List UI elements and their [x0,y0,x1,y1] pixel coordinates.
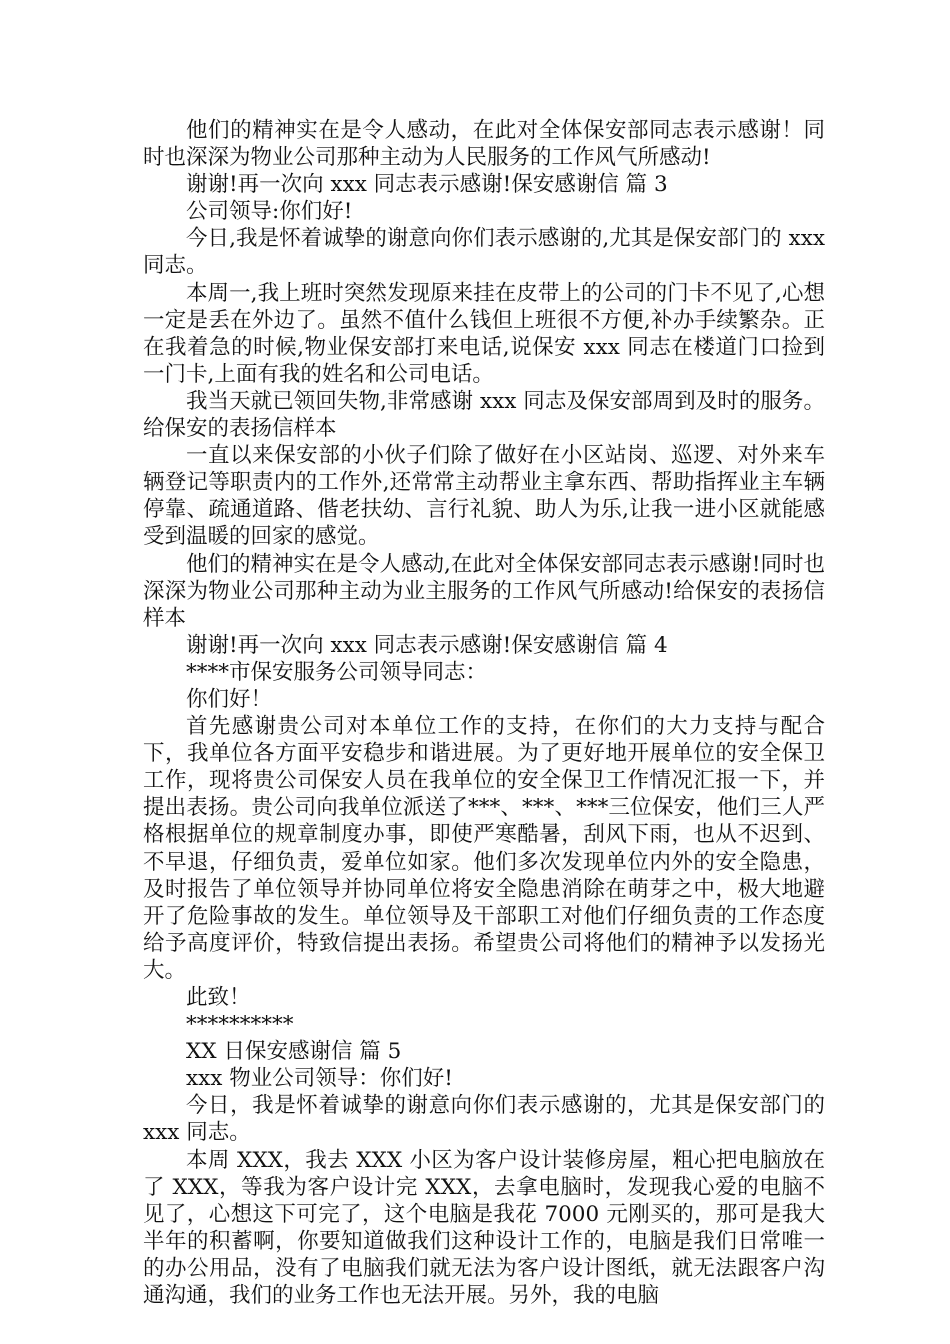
paragraph-15: XX 日保安感谢信 篇 5 [186,1039,402,1065]
paragraph-5: 本周一,我上班时突然发现原来挂在皮带上的公司的门卡不见了,心想一定是丢在外边了。虽然不值什么钱但上班很不方便,补办手续繁杂。正在我着急的时候,物业保安部打来电话,说保安 xxx 同志在楼道门口捡到一门卡,上面有我的姓名和公司电话。 [143,280,825,387]
paragraph-12: 首先感谢贵公司对本单位工作的支持，在你们的大力支持与配合下，我单位各方面平安稳步和谐进展。为了更好地开展单位的安全保卫工作，现将贵公司保安人员在我单位的安全保卫工作情况汇报一下，并提出表扬。贵公司向我单位派送了***、***、***三位保安，他们三人严格根据单位的规章制度办事，即使严寒酷暑，刮风下雨，也从不迟到、不早退，仔细负责，爱单位如家。他们多次发现单位内外的安全隐患，及时报告了单位领导并协同单位将安全隐患消除在萌芽之中，极大地避开了危险事故的发生。单位领导及干部职工对他们仔细负责的工作态度给予高度评价，特致信提出表扬。希望贵公司将他们的精神予以发扬光大。 [143,714,825,983]
paragraph-1: 他们的精神实在是令人感动，在此对全体保安部同志表示感谢！同时也深深为物业公司那种主动为人民服务的工作风气所感动! [143,118,825,171]
paragraph-4: 今日,我是怀着诚挚的谢意向你们表示感谢的,尤其是保安部门的 xxx 同志。 [143,226,825,279]
paragraph-3: 公司领导:你们好! [186,199,353,225]
paragraph-16: xxx 物业公司领导：你们好! [186,1066,453,1092]
paragraph-13: 此致！ [186,985,251,1010]
paragraph-8: 他们的精神实在是令人感动,在此对全体保安部同志表示感谢!同时也深深为物业公司那种主动为业主服务的工作风气所感动!给保安的表扬信样本 [143,551,825,631]
paragraph-11: 你们好！ [186,686,273,712]
paragraph-7: 一直以来保安部的小伙子们除了做好在小区站岗、巡逻、对外来车辆登记等职责内的工作外,还常常主动帮业主拿东西、帮助指挥业主车辆停靠、疏通道路、偕老扶幼、言行礼貌、助人为乐,让我一进小区就能感受到温暖的回家的感觉。 [143,443,825,550]
paragraph-14: ********** [186,1012,294,1038]
document-body [143,117,825,1309]
paragraph-10: ****市保安服务公司领导同志： [186,659,488,685]
paragraph-6: 我当天就已领回失物,非常感谢 xxx 同志及保安部周到及时的服务。给保安的表扬信样本 [143,388,825,442]
paragraph-9: 谢谢!再一次向 xxx 同志表示感谢!保安感谢信 篇 4 [186,632,668,658]
paragraph-2: 谢谢!再一次向 xxx 同志表示感谢!保安感谢信 篇 3 [186,172,668,198]
paragraph-17: 今日，我是怀着诚挚的谢意向你们表示感谢的，尤其是保安部门的 xxx 同志。 [143,1093,825,1146]
paragraph-18: 本周 XXX，我去 XXX 小区为客户设计装修房屋，粗心把电脑放在了 XXX，等我为客户设计完 XXX，去拿电脑时，发现我心爱的电脑不见了，心想这下可完了，这个电脑是我花 7000 元刚买的，那可是我大半年的积蓄啊，你要知道做我们这种设计工作的，电脑是我们日常唯一的办公用品，没有了电脑我们就无法为客户设计图纸，就无法跟客户沟通沟通，我们的业务工作也无法开展。另外，我的电脑 [143,1147,825,1309]
